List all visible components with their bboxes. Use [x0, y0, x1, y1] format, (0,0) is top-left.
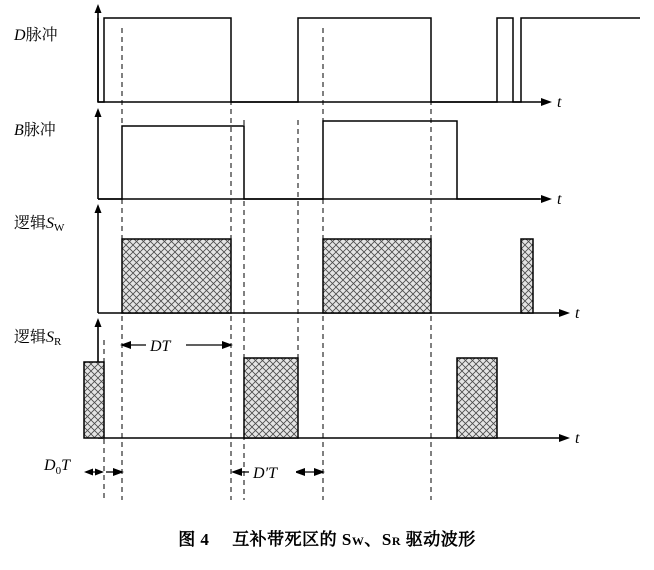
d-pulse-waveform [98, 18, 640, 102]
measure-d0t-arrow-left [84, 469, 93, 476]
caption-sub-w: W [351, 534, 365, 548]
axis-label-b-pulse: B脉冲 [14, 122, 56, 139]
caption-prefix: 图 4 [178, 530, 210, 549]
logic-sr-time-label: t [575, 430, 580, 447]
logic-sw-time-label: t [575, 305, 580, 322]
d-pulse-time-label: t [557, 94, 562, 111]
b-pulse-time-label: t [557, 191, 562, 208]
axis-d-pulse [95, 4, 641, 106]
measure-d0t-arrow-right [95, 469, 104, 476]
axis-label-logic-sr: 逻辑SR [14, 329, 62, 348]
measure-dprime-label: D′T [253, 465, 277, 482]
measure-dt-label: DT [150, 338, 171, 355]
caption-text: 互补带死区的 S [232, 530, 352, 549]
measure-d0t [43, 457, 124, 477]
figure-caption [0, 525, 654, 550]
axis-logic-sw [95, 204, 571, 317]
axis-label-logic-sw: 逻辑SW [14, 215, 65, 234]
caption-mid: 、S [364, 530, 392, 549]
logic-sr-x-arrow [559, 434, 570, 442]
logic-sr-pulse-block [457, 358, 497, 438]
measure-d0t-label: $D_0T$ [44, 457, 70, 477]
logic-sr-pulse-block [244, 358, 298, 438]
b-pulse-waveform [98, 121, 540, 199]
axis-label-d-pulse: D脉冲 [14, 27, 58, 44]
logic-sw-pulse-block [521, 239, 533, 313]
logic-sw-pulse-block [323, 239, 431, 313]
measure-dt [120, 334, 233, 356]
logic-sw-y-arrow [95, 204, 102, 213]
d-pulse-x-arrow [541, 98, 552, 106]
measure-dprime-arrow-left [231, 468, 242, 476]
caption-sub-r: R [391, 534, 402, 548]
logic-sw-x-arrow [559, 309, 570, 317]
b-pulse-y-arrow [95, 108, 102, 117]
b-pulse-x-arrow [541, 195, 552, 203]
caption-suffix: 驱动波形 [401, 530, 476, 549]
logic-sr-y-arrow [95, 318, 102, 327]
logic-sr-pulse-block [84, 362, 104, 438]
measure-dprime-t [231, 460, 325, 482]
d-pulse-y-arrow [95, 4, 102, 13]
logic-sw-pulse-block [122, 239, 231, 313]
